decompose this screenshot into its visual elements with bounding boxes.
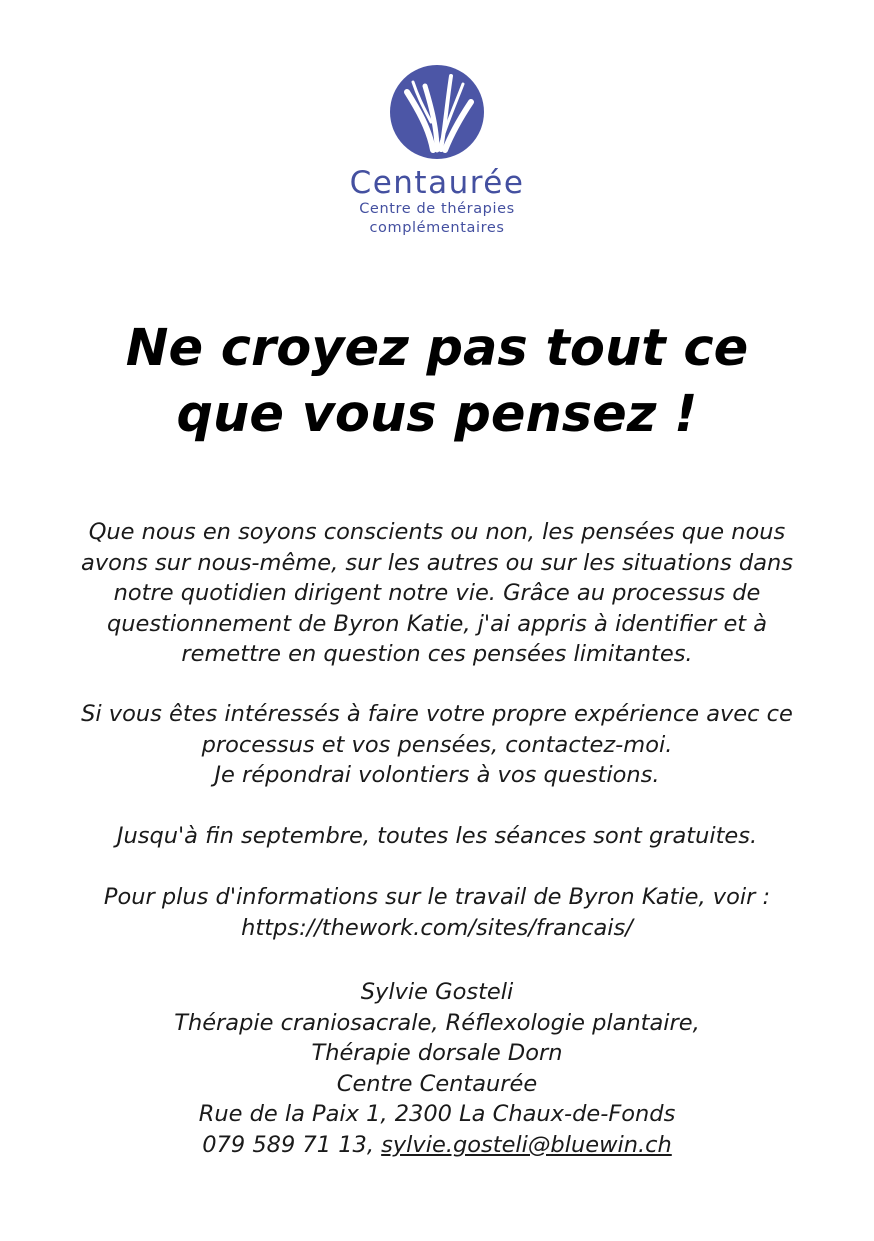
free-sessions-paragraph	[0, 821, 874, 852]
contact-phone: 079 589 71 13,	[202, 1131, 382, 1158]
invitation-line-2: processus et vos pensées, contactez-moi.	[201, 731, 673, 758]
page-title	[0, 316, 874, 448]
centaurea-flower-icon	[387, 62, 487, 162]
contact-block	[0, 977, 874, 1160]
intro-line-5: remettre en question ces pensées limitantes.	[181, 641, 693, 667]
contact-phone-email-line	[0, 1130, 874, 1161]
contact-therapies-line-1: Thérapie craniosacrale, Réflexologie plantaire,	[174, 1009, 700, 1036]
thework-link[interactable]: https://thework.com/sites/francais/	[241, 914, 633, 941]
contact-centre: Centre Centaurée	[336, 1070, 538, 1097]
contact-name: Sylvie Gosteli	[360, 979, 514, 1005]
intro-line-1: Que nous en soyons conscients ou non, les pensées que nous	[88, 519, 786, 545]
intro-paragraph	[0, 517, 874, 670]
logo-name: Centaurée	[349, 165, 525, 201]
contact-therapies-line-2: Thérapie dorsale Dorn	[311, 1040, 563, 1066]
more-info-paragraph	[0, 882, 874, 943]
logo-subtitle-line-2: complémentaires	[369, 220, 505, 236]
free-sessions-line: Jusqu'à fin septembre, toutes les séances sont gratuites.	[116, 823, 758, 849]
invitation-line-3: Je répondrai volontiers à vos questions.	[214, 762, 660, 788]
intro-line-3: notre quotidien dirigent notre vie. Grâce au processus de	[113, 580, 761, 606]
title-line-2: que vous pensez !	[176, 385, 698, 444]
intro-line-4: questionnement de Byron Katie, j'ai appris à identifier et à	[106, 610, 768, 637]
logo-subtitle-line-1: Centre de thérapies	[359, 201, 515, 217]
contact-address: Rue de la Paix 1, 2300 La Chaux-de-Fonds	[198, 1101, 676, 1127]
invitation-paragraph	[0, 699, 874, 791]
title-line-1: Ne croyez pas tout ce	[125, 319, 749, 378]
more-info-line: Pour plus d'informations sur le travail de Byron Katie, voir :	[103, 884, 771, 910]
contact-email-link[interactable]: sylvie.gosteli@bluewin.ch	[381, 1131, 672, 1158]
centaure-logo	[318, 58, 556, 248]
intro-line-2: avons sur nous-même, sur les autres ou sur les situations dans	[81, 549, 793, 576]
invitation-line-1: Si vous êtes intéressés à faire votre propre expérience avec ce	[81, 701, 793, 727]
